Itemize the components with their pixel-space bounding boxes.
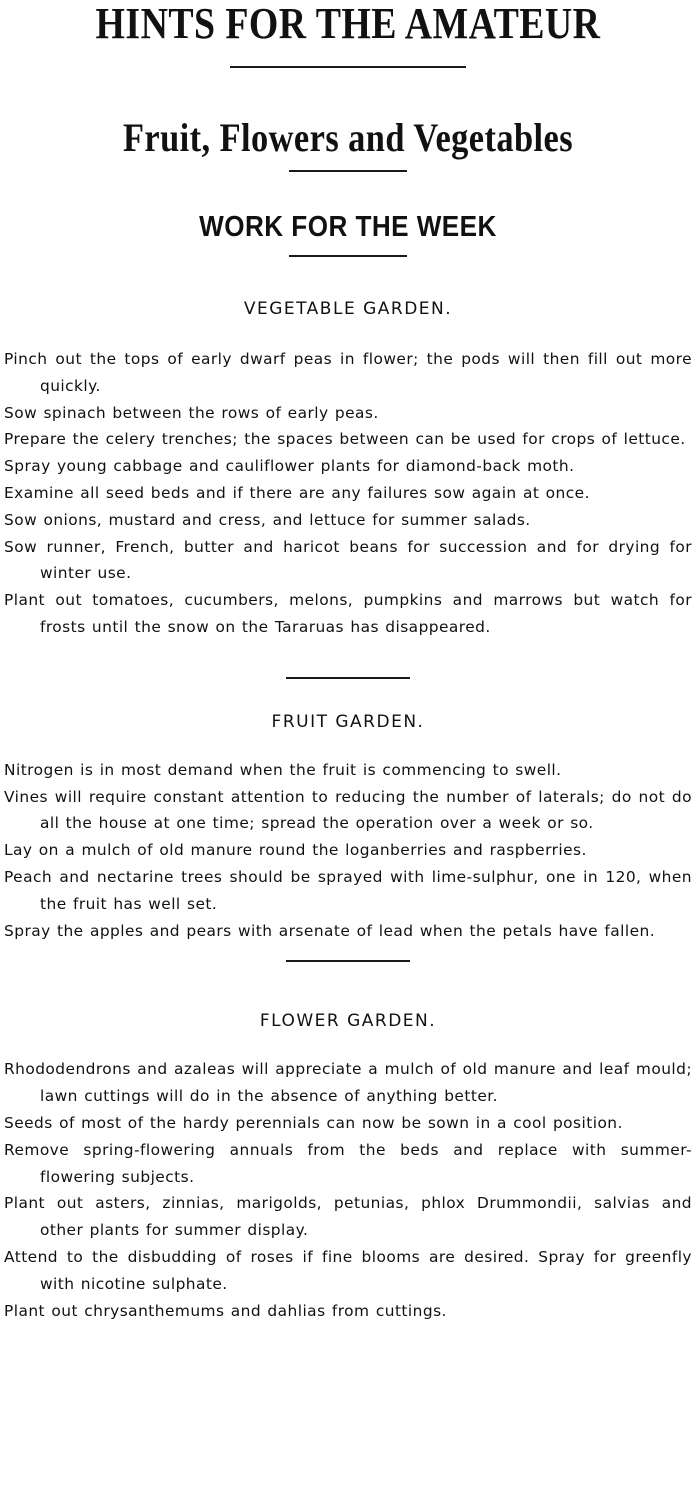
- list-item: Rhododendrons and azaleas will appreciate a mulch of old manure and leaf mould; lawn cuttings will do in the absence of anything better.: [4, 1060, 692, 1106]
- list-item: Sow spinach between the rows of early peas.: [4, 403, 379, 422]
- list-item: Pinch out the tops of early dwarf peas in flower; the pods will then fill out more quickly.: [4, 350, 692, 395]
- list-item: Plant out asters, zinnias, marigolds, petunias, phlox Drummondii, salvias and other plants for summer display.: [4, 1194, 692, 1240]
- list-item: Seeds of most of the hardy perennials can now be sown in a cool position.: [4, 1113, 623, 1132]
- list-item: Nitrogen is in most demand when the fruit is commencing to swell.: [4, 760, 562, 779]
- flower-garden-list: [4, 1056, 692, 1324]
- list-item: Spray the apples and pears with arsenate of lead when the petals have fallen.: [4, 921, 656, 940]
- list-item: Sow runner, French, butter and haricot beans for succession and for drying for winter use.: [4, 537, 692, 583]
- divider-rule: [289, 170, 407, 172]
- list-item: Spray young cabbage and cauliflower plants for diamond-back moth.: [4, 457, 575, 476]
- list-item: Plant out tomatoes, cucumbers, melons, pumpkins and marrows but watch for frosts until the snow on the Tararuas has disappeared.: [4, 591, 692, 636]
- list-item: Remove spring-flowering annuals from the beds and replace with summer-flowering subjects.: [4, 1140, 692, 1186]
- vegetable-garden-list: [4, 346, 692, 641]
- fruit-garden-list: [4, 757, 692, 945]
- fruit-garden-title: FRUIT GARDEN.: [271, 711, 425, 732]
- section-heading: WORK FOR THE WEEK: [199, 211, 497, 243]
- divider-rule: [286, 960, 410, 962]
- vegetable-garden-title: VEGETABLE GARDEN.: [243, 299, 453, 319]
- page-subtitle: Fruit, Flowers and Vegetables: [122, 115, 574, 160]
- list-item: Sow onions, mustard and cress, and lettuce for summer salads.: [4, 510, 531, 529]
- list-item: Vines will require constant attention to reducing the number of laterals; do not do all the house at one time; spread the operation over a week or so.: [4, 787, 692, 833]
- list-item: Examine all seed beds and if there are any failures sow again at once.: [4, 483, 590, 502]
- list-item: Prepare the celery trenches; the spaces between can be used for crops of lettuce.: [4, 430, 686, 449]
- page-title: HINTS FOR THE AMATEUR: [95, 0, 601, 48]
- list-item: Attend to the disbudding of roses if fine blooms are desired. Spray for greenfly with nicotine sulphate.: [4, 1247, 692, 1293]
- list-item: Peach and nectarine trees should be sprayed with lime-sulphur, one in 120, when the fruit has well set.: [4, 867, 692, 913]
- divider-rule: [230, 66, 466, 68]
- flower-garden-title: FLOWER GARDEN.: [259, 1011, 437, 1032]
- divider-rule: [286, 677, 410, 679]
- list-item: Lay on a mulch of old manure round the loganberries and raspberries.: [4, 841, 587, 860]
- divider-rule: [289, 255, 407, 257]
- list-item: Plant out chrysanthemums and dahlias from cuttings.: [4, 1301, 447, 1320]
